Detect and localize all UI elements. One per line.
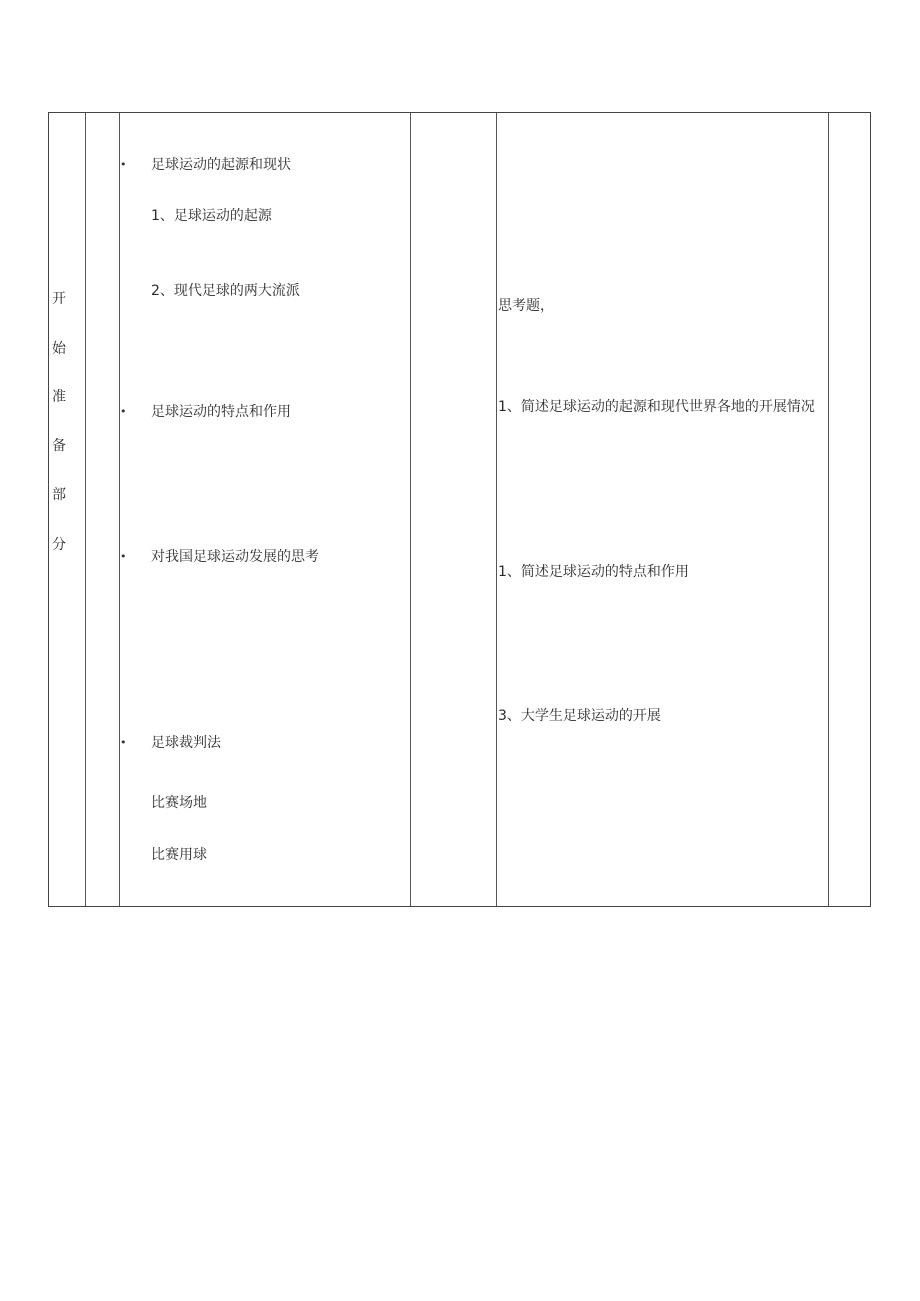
subtopic: 比赛用球 bbox=[151, 847, 207, 863]
section-label-char: 分 bbox=[52, 537, 66, 553]
section-label-char: 始 bbox=[52, 341, 66, 357]
section-label-char: 准 bbox=[52, 389, 66, 405]
questions-column bbox=[498, 113, 826, 906]
bullet: • bbox=[120, 158, 127, 171]
bullet: • bbox=[120, 405, 127, 418]
subtopic: 1、足球运动的起源 bbox=[151, 208, 272, 224]
topic-title: 足球裁判法 bbox=[151, 735, 221, 751]
content-column bbox=[120, 113, 410, 906]
topic-title: 对我国足球运动发展的思考 bbox=[151, 549, 319, 565]
question-item: 1、简述足球运动的特点和作用 bbox=[498, 564, 689, 580]
topic-title: 足球运动的起源和现状 bbox=[151, 157, 291, 173]
column-divider bbox=[496, 113, 497, 906]
section-label-char: 部 bbox=[52, 487, 66, 503]
topic-title: 足球运动的特点和作用 bbox=[151, 404, 291, 420]
bullet: • bbox=[120, 736, 127, 749]
column-divider bbox=[85, 113, 86, 906]
column-divider bbox=[410, 113, 411, 906]
subtopic: 比赛场地 bbox=[151, 795, 207, 811]
bullet: • bbox=[120, 550, 127, 563]
question-item: 1、简述足球运动的起源和现代世界各地的开展情况 bbox=[498, 399, 815, 415]
lesson-plan-table bbox=[48, 112, 871, 907]
section-label-char: 开 bbox=[52, 291, 66, 307]
subtopic: 2、现代足球的两大流派 bbox=[151, 283, 300, 299]
question-item: 3、大学生足球运动的开展 bbox=[498, 708, 661, 724]
questions-heading: 思考题， bbox=[498, 298, 554, 314]
column-divider bbox=[828, 113, 829, 906]
section-label-char: 备 bbox=[52, 438, 66, 454]
